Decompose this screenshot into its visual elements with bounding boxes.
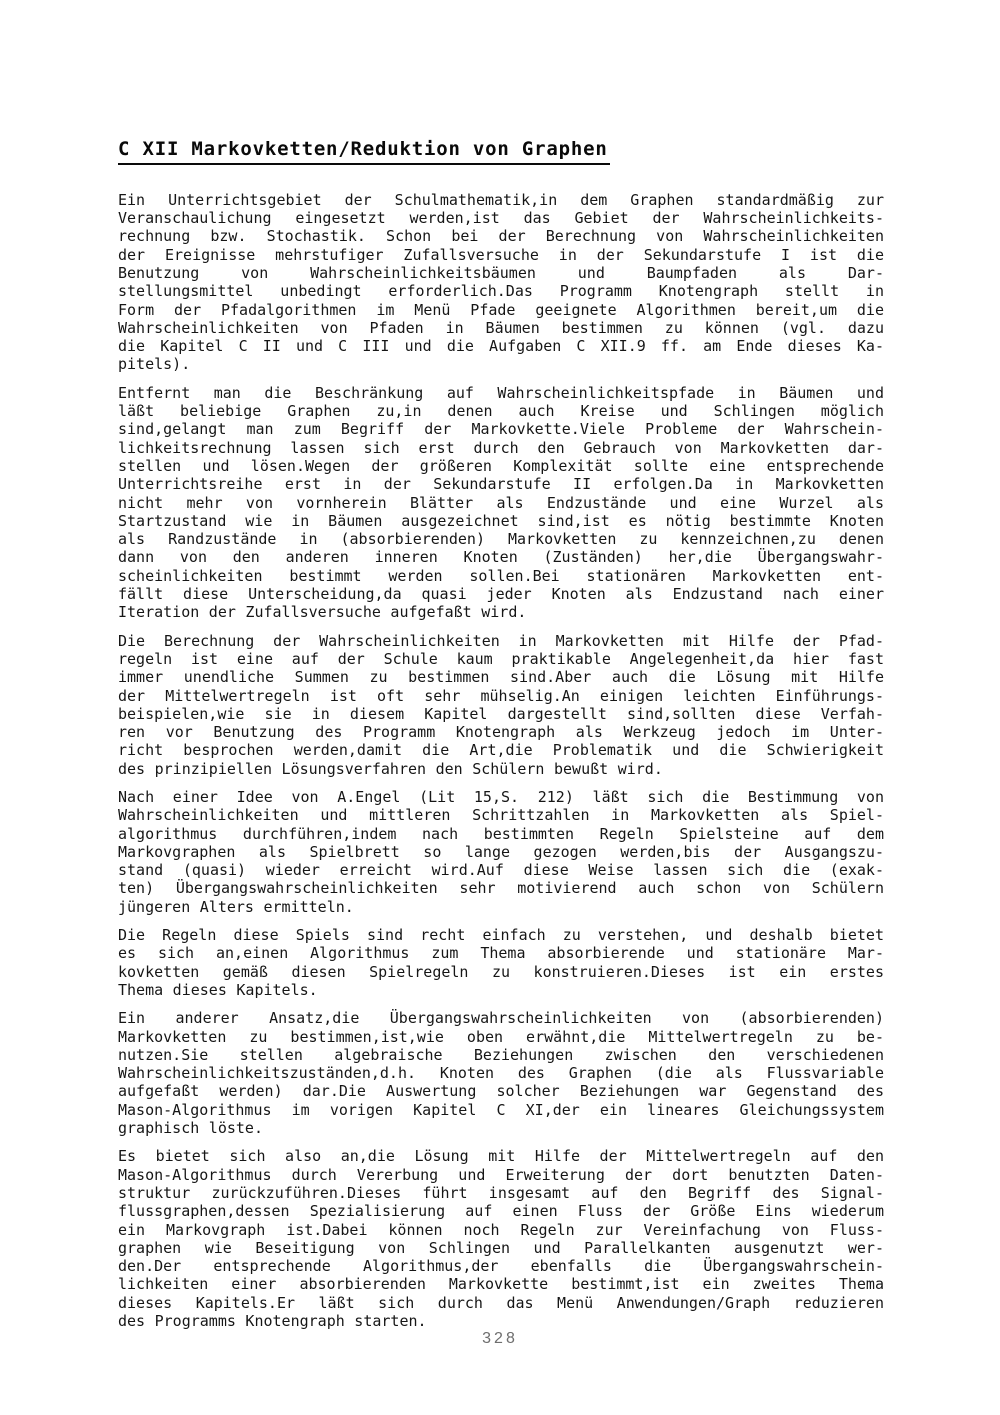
paragraph (118, 632, 884, 778)
text-line: scheinlichkeiten bestimmt werden sollen.Bei stationären Markovketten ent- (118, 566, 884, 585)
text-line: rechnung bzw. Stochastik. Schon bei der Berechnung von Wahrscheinlichkeiten (118, 227, 884, 246)
text-line: stellungsmittel unbedingt erforderlich.Das Programm Knotengraph stellt in (118, 282, 884, 301)
page-number: 328 (482, 1330, 518, 1347)
text-line: Mason-Algorithmus im vorigen Kapitel C XI,der ein lineares Gleichungssystem (118, 1100, 884, 1119)
text-line: Benutzung von Wahrscheinlichkeitsbäumen und Baumpfaden als Dar- (118, 263, 884, 282)
text-line: fällt diese Unterscheidung,da quasi jeder Knoten als Endzustand nach einer (118, 585, 884, 604)
text-line: Wahrscheinlichkeitszuständen,d.h. Knoten des Graphen (die als Flussvariable (118, 1064, 884, 1083)
text-line: pitels). (118, 355, 191, 374)
text-line: des Programms Knotengraph starten. (118, 1312, 427, 1331)
text-line: läßt beliebige Graphen zu,in denen auch Kreise und Schlingen möglich (118, 402, 884, 421)
text-line: immer unendliche Summen zu bestimmen sind.Aber auch die Lösung mit Hilfe (118, 668, 884, 687)
text-line: Startzustand wie in Bäumen ausgezeichnet sind,ist es nötig bestimmte Knoten (118, 511, 884, 530)
text-line: Die Berechnung der Wahrscheinlichkeiten in Markovketten mit Hilfe der Pfad- (118, 631, 884, 650)
text-line: Iteration der Zufallsversuche aufgefaßt wird. (118, 603, 527, 622)
text-line: nutzen.Sie stellen algebraische Beziehungen zwischen den verschiedenen (118, 1045, 884, 1064)
text-line: Nach einer Idee von A.Engel (Lit 15,S. 212) läßt sich die Bestimmung von (118, 788, 884, 806)
text-line: es sich an,einen Algorithmus zum Thema absorbierende und stationäre Mar- (118, 944, 884, 963)
paragraph (118, 1147, 884, 1330)
text-line: regeln ist eine auf der Schule kaum praktikable Angelegenheit,da hier fast (118, 649, 884, 668)
text-line: ren vor Benutzung des Programm Knotengraph als Werkzeug jedoch im Unter- (118, 723, 884, 742)
paragraph (118, 788, 884, 916)
paragraph (118, 1009, 884, 1137)
text-line: Ein anderer Ansatz,die Übergangswahrscheinlichkeiten von (absorbierenden) (118, 1009, 884, 1028)
text-line: sind,gelangt man zum Begriff der Markovkette.Viele Probleme der Wahrschein- (118, 420, 884, 439)
text-line: lichkeiten einer absorbierenden Markovkette bestimmt,ist ein zweites Thema (118, 1275, 884, 1294)
paragraph (118, 191, 884, 374)
text-line: des prinzipiellen Lösungsverfahren den Schülern bewußt wird. (118, 759, 663, 778)
text-line: Form der Pfadalgorithmen im Menü Pfade geeignete Algorithmen bereit,um die (118, 300, 884, 319)
text-line: Markovketten zu bestimmen,ist,wie oben erwähnt,die Mittelwertregeln zu be- (118, 1027, 884, 1046)
text-line: richt besprochen werden,damit die Art,die Problematik und die Schwierigkeit (118, 741, 884, 760)
chapter-title: C XII Markovketten/Reduktion von Graphen (118, 138, 610, 165)
text-line: Es bietet sich also an,die Lösung mit Hilfe der Mittelwertregeln auf den (118, 1147, 884, 1166)
text-line: Thema dieses Kapitels. (118, 980, 318, 999)
paragraph (118, 926, 884, 999)
text-line: den.Der entsprechende Algorithmus,der ebenfalls die Übergangswahrschein- (118, 1257, 884, 1276)
text-line: flussgraphen,dessen Spezialisierung auf einen Fluss der Größe Eins wiederum (118, 1202, 884, 1221)
text-line: Markovgraphen als Spielbrett so lange gezogen werden,bis der Ausgangszu- (118, 842, 884, 861)
text-line: Veranschaulichung eingesetzt werden,ist das Gebiet der Wahrscheinlichkeits- (118, 209, 884, 228)
text-line: die Kapitel C II und C III und die Aufgaben C XII.9 ff. am Ende dieses Ka- (118, 337, 884, 356)
text-line: Die Regeln diese Spiels sind recht einfach zu verstehen, und deshalb bietet (118, 926, 884, 945)
text-line: Ein Unterrichtsgebiet der Schulmathematik,in dem Graphen standardmäßig zur (118, 190, 884, 209)
text-line: ein Markovgraph ist.Dabei können noch Regeln zur Vereinfachung von Fluss- (118, 1220, 884, 1239)
text-line: graphisch löste. (118, 1119, 263, 1138)
document-content (118, 138, 884, 1340)
text-line: Mason-Algorithmus durch Vererbung und Erweiterung der dort benutzten Daten- (118, 1165, 884, 1184)
text-line: jüngeren Alters ermitteln. (118, 897, 354, 916)
document-body (118, 191, 884, 1331)
text-line: dieses Kapitels.Er läßt sich durch das Menü Anwendungen/Graph reduzieren (118, 1293, 884, 1312)
text-line: Unterrichtsreihe erst in der Sekundarstufe II erfolgen.Da in Markovketten (118, 475, 884, 494)
text-line: lichkeitsrechnung lassen sich erst durch den Gebrauch von Markovketten dar- (118, 438, 884, 457)
text-line: Entfernt man die Beschränkung auf Wahrscheinlichkeitspfade in Bäumen und (118, 383, 884, 402)
text-line: graphen wie Beseitigung von Schlingen und Parallelkanten ausgenutzt wer- (118, 1238, 884, 1257)
text-line: kovketten gemäß diesen Spielregeln zu konstruieren.Dieses ist ein erstes (118, 962, 884, 981)
text-line: der Ereignisse mehrstufiger Zufallsversuche in der Sekundarstufe I ist die (118, 245, 884, 264)
text-line: beispielen,wie sie in diesem Kapitel dargestellt sind,sollten diese Verfah- (118, 704, 884, 723)
text-line: dann von den anderen inneren Knoten (Zuständen) her,die Übergangswahr- (118, 548, 884, 567)
text-line: stellen und lösen.Wegen der größeren Komplexität sollte eine entsprechende (118, 456, 884, 475)
text-line: als Randzustände in (absorbierenden) Markovketten zu kennzeichnen,zu denen (118, 530, 884, 549)
text-line: nicht mehr von vornherein Blätter als Endzustände und eine Wurzel als (118, 493, 884, 512)
text-line: Wahrscheinlichkeiten und mittleren Schrittzahlen in Markovketten als Spiel- (118, 806, 884, 825)
text-line: stand (quasi) wieder erreicht wird.Auf diese Weise lassen sich die (exak- (118, 861, 884, 880)
text-line: aufgefaßt werden) dar.Die Auswertung solcher Beziehungen war Gegenstand des (118, 1082, 884, 1101)
paragraph (118, 384, 884, 622)
text-line: algorithmus durchführen,indem nach bestimmten Regeln Spielsteine auf dem (118, 824, 884, 843)
text-line: der Mittelwertregeln ist oft sehr mühselig.An einigen leichten Einführungs- (118, 686, 884, 705)
text-line: ten) Übergangswahrscheinlichkeiten sehr motivierend auch schon von Schülern (118, 879, 884, 898)
text-line: struktur zurückzuführen.Dieses führt insgesamt auf den Begriff des Signal- (118, 1183, 884, 1202)
text-line: Wahrscheinlichkeiten von Pfaden in Bäumen bestimmen zu können (vgl. dazu (118, 318, 884, 337)
